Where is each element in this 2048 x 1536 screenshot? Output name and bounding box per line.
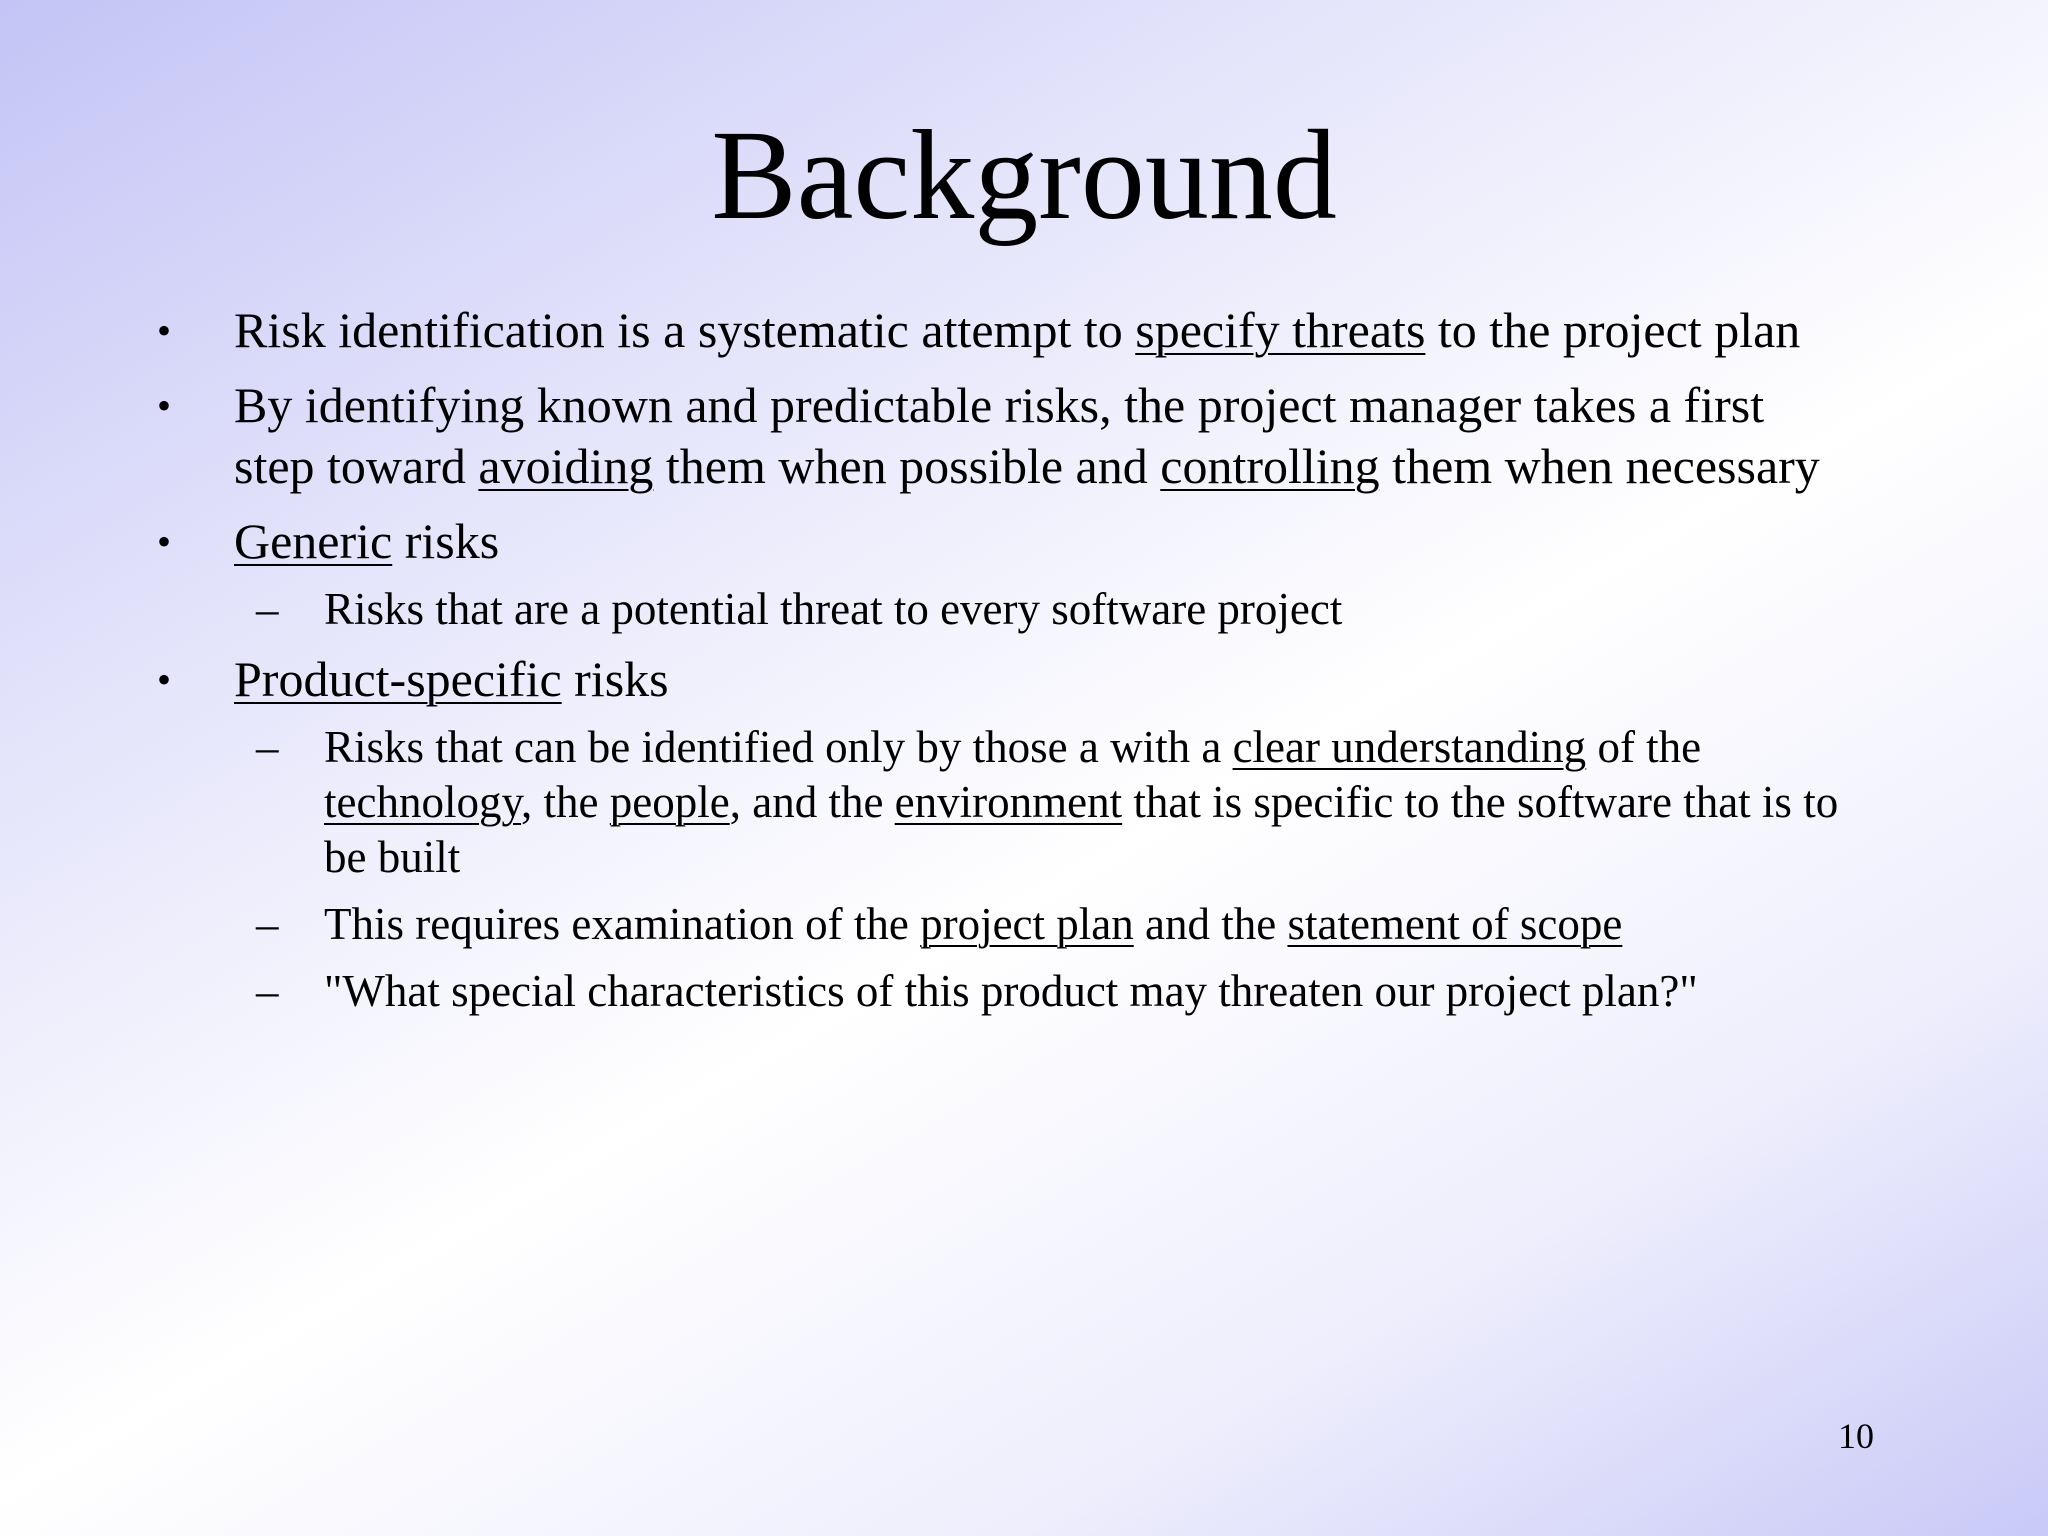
text-segment: to the project plan bbox=[1425, 302, 1801, 358]
text-segment: Risks that can be identified only by those a with a bbox=[324, 722, 1233, 772]
text-segment: that is specific to the software that is to be built bbox=[324, 777, 1839, 882]
page-number: 10 bbox=[1838, 1416, 1874, 1456]
text-segment: Risk identification is a systematic attempt to bbox=[234, 302, 1136, 358]
dash-bullet-icon: – bbox=[256, 722, 279, 772]
subitem-product-specific-definition bbox=[150, 720, 1850, 885]
subitem-special-characteristics-question bbox=[150, 964, 1850, 1019]
text-segment: risks bbox=[392, 513, 500, 569]
dash-bullet-icon: – bbox=[256, 899, 279, 949]
underlined-term-product-specific: Product-specific bbox=[234, 651, 562, 707]
underlined-term-clear-understanding: clear understanding bbox=[1232, 722, 1587, 772]
bullet-dot-icon: • bbox=[157, 308, 172, 353]
underlined-term-generic: Generic bbox=[234, 513, 393, 569]
text-segment: risks bbox=[561, 651, 669, 707]
text-segment: of the bbox=[1586, 722, 1702, 772]
dash-bullet-icon: – bbox=[256, 584, 279, 634]
dash-bullet-icon: – bbox=[256, 966, 279, 1016]
underlined-term-technology: technology bbox=[324, 777, 522, 827]
bullet-known-predictable-risks bbox=[150, 375, 1850, 497]
text-segment: them when possible and bbox=[653, 438, 1161, 494]
underlined-term-controlling: controlling bbox=[1160, 438, 1380, 494]
bullet-risk-identification bbox=[150, 300, 1850, 361]
text-segment: them when necessary bbox=[1379, 438, 1820, 494]
subitem-generic-definition bbox=[150, 582, 1850, 637]
underlined-term-project-plan: project plan bbox=[920, 899, 1134, 949]
text-segment: , the bbox=[521, 777, 610, 827]
text-segment: and the bbox=[1133, 899, 1288, 949]
text-segment: Risks that are a potential threat to every software project bbox=[324, 584, 1343, 634]
text-segment: "What special characteristics of this product may threaten our project plan?" bbox=[324, 966, 1698, 1016]
text-segment: , and the bbox=[729, 777, 895, 827]
bullet-dot-icon: • bbox=[157, 519, 172, 564]
bullet-generic-risks bbox=[150, 511, 1850, 572]
underlined-term-environment: environment bbox=[894, 777, 1123, 827]
underlined-term-statement-of-scope: statement of scope bbox=[1287, 899, 1623, 949]
slide-title: Background bbox=[711, 104, 1337, 246]
subitem-examination-requirement bbox=[150, 897, 1850, 952]
underlined-term-people: people bbox=[609, 777, 730, 827]
bullet-dot-icon: • bbox=[157, 657, 172, 702]
underlined-term-specify-threats: specify threats bbox=[1135, 302, 1426, 358]
text-segment: By identifying known and predictable risks, the project manager takes a first step toward bbox=[234, 377, 1765, 494]
underlined-term-avoiding: avoiding bbox=[478, 438, 654, 494]
slide-content bbox=[150, 300, 1850, 1019]
bullet-product-specific-risks bbox=[150, 649, 1850, 710]
text-segment: This requires examination of the bbox=[324, 899, 921, 949]
bullet-dot-icon: • bbox=[157, 383, 172, 428]
